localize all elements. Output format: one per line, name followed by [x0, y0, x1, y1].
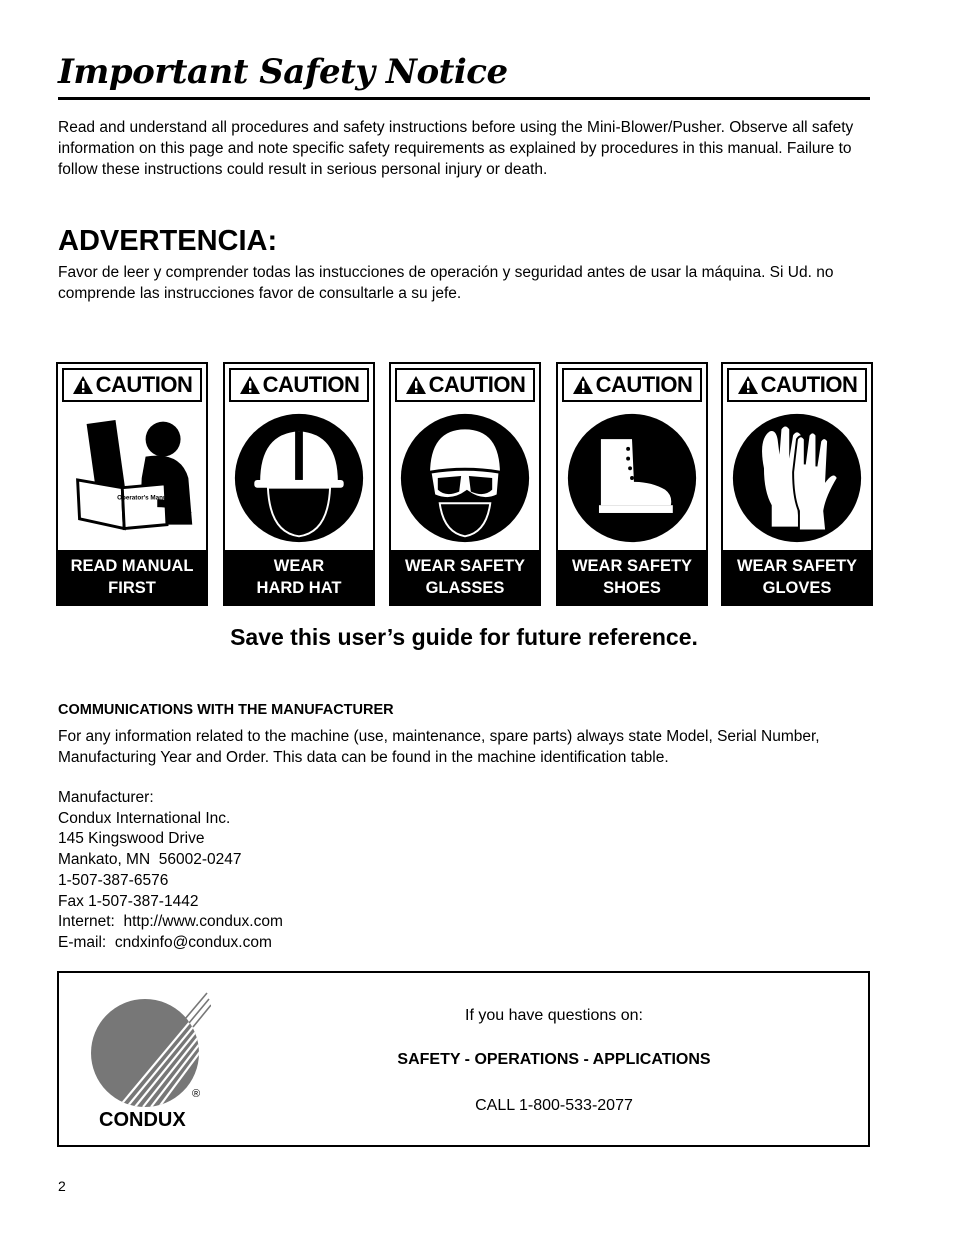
advertencia-heading: ADVERTENCIA: — [58, 225, 278, 257]
questions-prompt: If you have questions on: — [465, 1007, 643, 1024]
fax-number: Fax 1-507-387-1442 — [58, 892, 199, 910]
call-number[interactable]: CALL 1-800-533-2077 — [475, 1097, 633, 1114]
street-address: 145 Kingswood Drive — [58, 830, 205, 848]
caution-header: CAUTION — [562, 368, 702, 402]
email-link[interactable]: E-mail: cndxinfo@condux.com — [58, 933, 272, 951]
caution-header: CAUTION — [62, 368, 202, 402]
caution-sign-hard-hat — [223, 362, 375, 606]
condux-wordmark: CONDUX — [99, 1109, 186, 1131]
sign-caption: READ MANUAL FIRST — [58, 550, 206, 604]
caution-sign-safety-glasses — [389, 362, 541, 606]
caution-header: CAUTION — [395, 368, 535, 402]
sign-caption: WEAR HARD HAT — [225, 550, 373, 604]
page-title: Important Safety Notice — [58, 52, 508, 92]
contact-callout-box — [57, 971, 870, 1147]
caution-sign-read-manual — [56, 362, 208, 606]
city-state-zip: Mankato, MN 56002-0247 — [58, 851, 242, 869]
warning-triangle-icon — [737, 375, 759, 395]
sign-caption: WEAR SAFETY GLASSES — [391, 550, 539, 604]
sign-caption: WEAR SAFETY GLOVES — [723, 550, 871, 604]
communications-paragraph: For any information related to the machine (use, maintenance, spare parts) always state Model, Serial Number, Manufacturing Year and Order. This data can be found in the machine identification table. — [58, 728, 820, 766]
website-link[interactable]: Internet: http://www.condux.com — [58, 913, 283, 931]
svg-text:Operator's Manual: Operator's Manual — [117, 494, 173, 502]
read-manual-icon — [64, 408, 200, 548]
communications-heading: COMMUNICATIONS WITH THE MANUFACTURER — [58, 702, 394, 718]
phone-number: 1-507-387-6576 — [58, 871, 169, 889]
page-number: 2 — [58, 1178, 66, 1194]
warning-triangle-icon — [572, 375, 594, 395]
caution-sign-safety-shoes — [556, 362, 708, 606]
warning-triangle-icon — [239, 375, 261, 395]
intro-paragraph: Read and understand all procedures and safety instructions before using the Mini-Blower/Pusher. Observe all safety information on this page and note specific safety requirements as explained by procedures in this manual. Failure to follow these instructions could result in serious personal injury or death. — [58, 119, 854, 178]
caution-header: CAUTION — [229, 368, 369, 402]
registered-mark: ® — [192, 1088, 201, 1100]
caution-header: CAUTION — [727, 368, 867, 402]
sign-caption: WEAR SAFETY SHOES — [558, 550, 706, 604]
manufacturer-label: Manufacturer: — [58, 789, 154, 806]
safety-glasses-icon — [397, 408, 533, 548]
advertencia-paragraph: Favor de leer y comprender todas las instucciones de operación y seguridad antes de usar la máquina. Si Ud. no comprende las instrucciones favor de consultarle a su jefe. — [58, 264, 834, 302]
warning-triangle-icon — [405, 375, 427, 395]
caution-sign-safety-gloves — [721, 362, 873, 606]
hard-hat-icon — [231, 408, 367, 548]
warning-triangle-icon — [72, 375, 94, 395]
title-rule — [58, 97, 870, 100]
questions-topics: SAFETY - OPERATIONS - APPLICATIONS — [397, 1051, 711, 1068]
manufacturer-address — [58, 788, 283, 954]
company-name: Condux International Inc. — [58, 809, 231, 827]
save-guide-notice: Save this user’s guide for future reference. — [230, 624, 698, 650]
safety-shoe-icon — [564, 408, 700, 548]
safety-gloves-icon — [729, 408, 865, 548]
